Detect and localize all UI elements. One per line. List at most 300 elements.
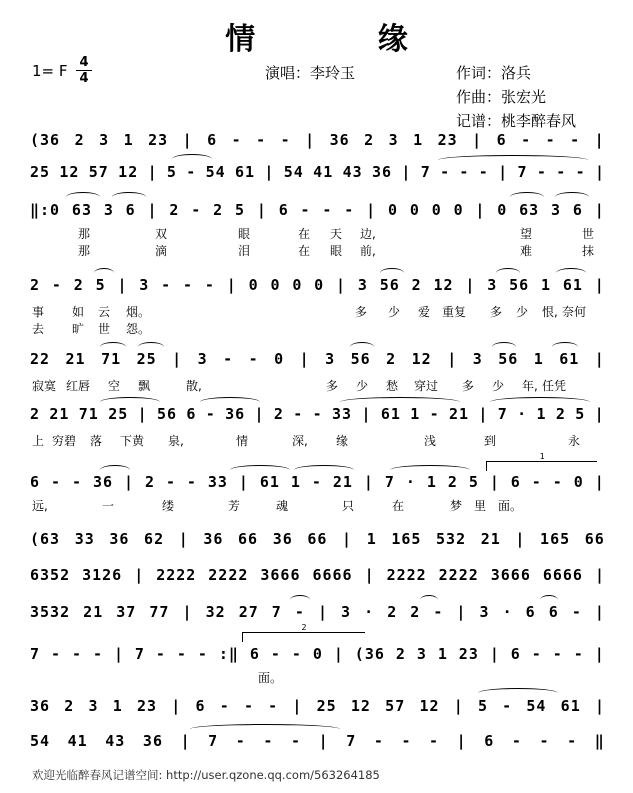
note-group: 61	[380, 405, 401, 423]
note-group: 7	[497, 405, 508, 423]
note-group: 6	[496, 131, 507, 149]
volta-2-number: 2	[301, 623, 307, 632]
note-group: -	[511, 732, 522, 750]
note-group: -	[440, 163, 451, 181]
note-group: 61	[560, 697, 581, 715]
barline: |	[594, 276, 605, 294]
score-line-9	[30, 566, 605, 584]
note-group: ·	[364, 603, 375, 621]
note-group: 165	[391, 530, 422, 548]
score-line-5	[30, 350, 605, 368]
note-group: 7	[517, 163, 528, 181]
note-group: 62	[144, 530, 165, 548]
note-group: 22	[30, 350, 51, 368]
note-group: 33	[74, 530, 95, 548]
note-group: -	[51, 276, 62, 294]
note-group: 0	[312, 645, 323, 663]
lyrics-line-11: 面。	[258, 671, 283, 685]
note-group: 36	[109, 530, 130, 548]
barline: |	[172, 350, 183, 368]
note-group: 6	[484, 732, 495, 750]
lyric-syllable: 缘	[336, 434, 349, 448]
note-group: -	[50, 473, 62, 491]
barline: |	[333, 645, 344, 663]
note-group: 66	[307, 530, 328, 548]
slur-arc	[380, 268, 404, 278]
note-group: 33	[207, 473, 228, 491]
note-group: 77	[149, 603, 170, 621]
lyric-syllable: 双	[155, 227, 168, 241]
lyric-syllable: 上	[32, 434, 45, 448]
barline: |	[264, 163, 275, 181]
lyric-syllable: 下黄	[120, 434, 145, 448]
note-group: ·	[405, 473, 416, 491]
barline: |	[594, 350, 605, 368]
note-group: 1	[410, 405, 421, 423]
lyric-syllable: 情	[236, 434, 249, 448]
volta-2-bracket	[242, 623, 365, 642]
note-group: 3	[341, 603, 352, 621]
note-group: 21	[49, 405, 70, 423]
note-group: -	[552, 645, 563, 663]
barline: |	[478, 405, 489, 423]
barline: |	[447, 350, 458, 368]
tie-arc	[200, 397, 260, 407]
note-group: 3	[551, 201, 562, 219]
note-group: 36	[225, 405, 246, 423]
note-group: 1	[533, 350, 544, 368]
lyric-syllable: 烟。	[126, 305, 151, 319]
tie-arc	[294, 465, 354, 475]
note-group: -	[291, 645, 302, 663]
meter-top: 4	[79, 55, 89, 70]
note-group: 2	[30, 276, 41, 294]
note-group: -	[545, 131, 556, 149]
slur-arc	[66, 192, 100, 202]
barline: |	[594, 405, 605, 423]
barline: |	[147, 201, 158, 219]
note-group: 3126	[82, 566, 123, 584]
note-group: -	[531, 645, 542, 663]
tie-arc	[340, 397, 460, 407]
note-group: 2	[74, 131, 85, 149]
note-group: 21	[83, 603, 104, 621]
note-group: 0	[248, 276, 259, 294]
note-group: 43	[342, 163, 363, 181]
note-group: -	[571, 603, 582, 621]
note-group: -	[248, 350, 259, 368]
note-group: 1	[536, 405, 547, 423]
note-group: 32	[205, 603, 226, 621]
score-line-6	[30, 405, 605, 423]
lyric-syllable: 奈何	[562, 305, 587, 319]
note-group: -	[50, 645, 62, 663]
note-group: -	[567, 732, 578, 750]
barline: |	[336, 276, 347, 294]
note-group: -	[191, 201, 202, 219]
note-group: 6666	[312, 566, 353, 584]
note-group: 3	[139, 276, 150, 294]
note-group: 165	[540, 530, 571, 548]
note-group: -	[322, 201, 333, 219]
note-group: 54	[30, 732, 51, 750]
note-group: 3532	[30, 603, 71, 621]
score-line-2	[30, 163, 605, 181]
note-group: 2	[273, 405, 284, 423]
note-group: 3	[325, 350, 336, 368]
note-group: 1	[290, 473, 301, 491]
barline: |	[401, 163, 412, 181]
barline: |	[317, 603, 328, 621]
barline: |	[305, 131, 316, 149]
lyric-syllable: 愁	[386, 379, 399, 393]
note-group: 23	[437, 131, 458, 149]
note-group: -	[312, 405, 323, 423]
barline: |	[137, 405, 148, 423]
note-group: 7	[271, 603, 282, 621]
slur-arc	[350, 342, 374, 352]
note-group: 2222	[208, 566, 249, 584]
note-group: 6	[572, 201, 583, 219]
note-group: 5	[166, 163, 177, 181]
barline: |	[366, 201, 377, 219]
barline: |	[594, 603, 605, 621]
note-group: 3	[472, 350, 483, 368]
note-group: 5	[477, 697, 488, 715]
note-group: 5	[468, 473, 479, 491]
note-group: 25	[316, 697, 337, 715]
note-group: 12	[411, 350, 432, 368]
note-group: 6	[207, 131, 218, 149]
barline: |	[254, 405, 265, 423]
note-group: -	[205, 405, 216, 423]
barline: |	[515, 530, 526, 548]
tie-arc	[190, 724, 340, 734]
note-group: 12	[59, 163, 80, 181]
lyric-syllable: 多	[462, 379, 475, 393]
score-line-7	[30, 473, 605, 491]
composer-credit: 作曲：张宏光	[456, 88, 547, 106]
scribe-credit: 记谱：桃李醉春风	[456, 112, 577, 130]
note-group: 0	[292, 276, 303, 294]
note-group: -	[280, 131, 291, 149]
note-group: 2	[555, 405, 566, 423]
note-group: 36	[142, 732, 163, 750]
note-group: -	[536, 163, 547, 181]
score-line-13	[30, 732, 605, 750]
lyric-syllable: 眼	[330, 244, 343, 258]
lyric-syllable: 泉,	[168, 434, 184, 448]
barline: |	[456, 603, 467, 621]
slur-arc	[94, 268, 114, 278]
note-group: (36	[354, 645, 385, 663]
note-group: 25	[108, 405, 129, 423]
lyric-syllable: 事	[32, 305, 45, 319]
slur-arc	[556, 268, 586, 278]
barline: |	[594, 566, 605, 584]
note-group: 63	[71, 201, 92, 219]
note-group: 0	[270, 276, 281, 294]
note-group: 23	[148, 131, 169, 149]
lyric-syllable: 穿过	[414, 379, 439, 393]
lyric-syllable: 世	[98, 322, 111, 336]
note-group: 5	[95, 276, 106, 294]
tie-arc	[390, 465, 470, 475]
note-group: 6	[249, 645, 260, 663]
note-group: -	[401, 732, 412, 750]
note-group: 7	[420, 163, 431, 181]
note-group: 6352	[30, 566, 71, 584]
note-group: 57	[88, 163, 109, 181]
note-group: -	[531, 473, 542, 491]
slur-arc	[552, 342, 578, 352]
barline: |	[318, 732, 329, 750]
note-group: 3	[487, 276, 498, 294]
note-group: 1	[426, 473, 437, 491]
tie-arc	[438, 155, 588, 165]
lyric-syllable: 那	[78, 244, 91, 258]
note-group: 7	[30, 645, 41, 663]
lyric-syllable: 抹	[582, 244, 595, 258]
lyric-syllable: 怨。	[126, 322, 151, 336]
note-group: 21	[332, 473, 353, 491]
note-group: 2222	[156, 566, 197, 584]
lyric-syllable: 如	[72, 305, 85, 319]
score-line-1	[30, 131, 605, 149]
note-group: 1	[541, 276, 552, 294]
barline: |	[178, 530, 189, 548]
score-line-3	[30, 201, 605, 219]
note-group: 56	[350, 350, 371, 368]
note-group: 3666	[260, 566, 301, 584]
note-group: 41	[313, 163, 334, 181]
score-line-4	[30, 276, 605, 294]
barline: |	[465, 276, 476, 294]
slur-arc	[492, 342, 516, 352]
note-group: 66	[238, 530, 259, 548]
lyric-syllable: 望	[520, 227, 533, 241]
note-group: 6	[510, 473, 521, 491]
note-group: 5	[575, 405, 586, 423]
barline: |	[182, 603, 193, 621]
lyric-syllable: 散,	[186, 379, 202, 393]
note-group: -	[223, 350, 234, 368]
note-group: -	[373, 732, 384, 750]
slur-arc	[172, 154, 212, 164]
note-group: 2222	[438, 566, 479, 584]
note-group: 3	[416, 645, 427, 663]
note-group: 2	[364, 131, 375, 149]
note-group: 25	[136, 350, 157, 368]
note-group: 2	[213, 201, 224, 219]
barline: |	[180, 732, 191, 750]
lyric-syllable: 缕	[162, 499, 175, 513]
lyric-syllable: 芳	[228, 499, 241, 513]
lyric-syllable: 远,	[32, 499, 48, 513]
note-group: 66	[584, 530, 605, 548]
barline: |	[363, 473, 374, 491]
barline: |	[292, 697, 303, 715]
note-group: 21	[65, 350, 86, 368]
note-group: 0	[409, 201, 420, 219]
barline: |	[594, 163, 605, 181]
note-group: 2	[387, 603, 398, 621]
note-group: 36	[371, 163, 393, 181]
lyric-syllable: 寂寞	[32, 379, 57, 393]
time-signature	[76, 56, 92, 85]
note-group: 3666	[490, 566, 531, 584]
lyric-syllable: 少	[516, 305, 529, 319]
lyric-syllable: 在	[298, 244, 311, 258]
meter-bottom: 4	[79, 71, 89, 86]
note-group: 54	[526, 697, 547, 715]
note-group: ·	[517, 405, 528, 423]
note-group: -	[256, 131, 267, 149]
note-group: 0	[387, 201, 399, 219]
tie-arc	[490, 397, 590, 407]
note-group: 6	[510, 645, 521, 663]
note-group: 6	[525, 603, 536, 621]
slur-arc	[100, 465, 130, 475]
lyric-syllable: 在	[298, 227, 311, 241]
lyric-syllable: 空	[108, 379, 121, 393]
note-group: 36	[30, 697, 51, 715]
lyric-syllable: 落	[90, 434, 103, 448]
score-line-12	[30, 697, 605, 715]
barline: |	[299, 350, 310, 368]
note-group: 56	[379, 276, 400, 294]
note-group: 37	[116, 603, 137, 621]
lyric-syllable: 眼	[238, 227, 251, 241]
note-group: -	[478, 163, 489, 181]
note-group: -	[71, 645, 82, 663]
score-line-10	[30, 603, 605, 621]
barline: |	[594, 201, 605, 219]
barline: |	[238, 473, 249, 491]
barline: |	[594, 645, 605, 663]
barline: |	[113, 645, 124, 663]
note-group: -	[459, 163, 470, 181]
note-group: -	[197, 645, 208, 663]
lyric-syllable: 少	[356, 379, 369, 393]
lyric-syllable: 一	[102, 499, 115, 513]
barline: |	[594, 473, 605, 491]
note-group: 3	[197, 350, 208, 368]
note-group: 7	[346, 732, 357, 750]
note-group: 1	[437, 645, 448, 663]
note-group: 54	[205, 163, 226, 181]
note-group: -	[311, 473, 322, 491]
note-group: 2	[30, 405, 41, 423]
lyric-syllable: 多	[355, 305, 368, 319]
note-group: -	[521, 131, 532, 149]
lyric-syllable: 云	[98, 305, 111, 319]
score-line-11	[30, 645, 605, 663]
note-group: 2222	[386, 566, 427, 584]
lyric-syllable: 里	[474, 499, 487, 513]
note-group: 2	[411, 276, 422, 294]
note-group: -	[231, 131, 242, 149]
barline: |	[226, 276, 237, 294]
note-group: 6	[548, 603, 559, 621]
note-group: 12	[350, 697, 371, 715]
lyric-syllable: 天	[330, 227, 343, 241]
note-group: 21	[448, 405, 470, 423]
barline: |	[117, 276, 128, 294]
note-group: -	[575, 163, 586, 181]
footer-credit: 欢迎光临醉春风记谱空间: http://user.qzone.qq.com/563264185	[32, 768, 380, 782]
note-group: 36	[329, 131, 350, 149]
note-group: 21	[480, 530, 501, 548]
note-group: 0	[431, 201, 442, 219]
note-group: 1	[123, 131, 134, 149]
note-group: -	[161, 276, 172, 294]
note-group: 7	[134, 645, 145, 663]
lyric-syllable: 爱	[418, 305, 431, 319]
slur-arc	[555, 192, 589, 202]
note-group: -	[294, 603, 305, 621]
note-group: 36	[92, 473, 114, 491]
note-group: 41	[67, 732, 88, 750]
lyric-syllable: 浅	[424, 434, 437, 448]
lyric-syllable: 只	[342, 499, 355, 513]
note-group: -	[235, 732, 246, 750]
note-group: 3	[388, 131, 399, 149]
barline: |	[498, 163, 509, 181]
barline: |	[472, 131, 483, 149]
note-group: -	[204, 276, 215, 294]
lyric-syllable: 滴	[155, 244, 168, 258]
note-group: 3	[88, 697, 99, 715]
note-group: -	[176, 645, 187, 663]
volta-1-bracket	[486, 452, 597, 471]
barline: |	[147, 163, 158, 181]
note-group: 3	[103, 201, 114, 219]
note-group: -	[243, 697, 254, 715]
note-group: (36	[30, 131, 61, 149]
note-group: 27	[238, 603, 259, 621]
note-group: 2	[395, 645, 406, 663]
note-group: -	[502, 697, 513, 715]
note-group: 54	[283, 163, 304, 181]
lyric-syllable: 少	[388, 305, 401, 319]
score-line-8	[30, 530, 605, 548]
note-group: 0	[274, 350, 285, 368]
lyric-syllable: 世	[582, 227, 595, 241]
barline: |	[256, 201, 267, 219]
note-group: 0	[453, 201, 464, 219]
note-group: 12	[419, 697, 440, 715]
lyric-syllable: 飘	[138, 379, 151, 393]
barline: |	[475, 201, 486, 219]
note-group: 61	[235, 163, 256, 181]
note-group: 61	[562, 276, 583, 294]
note-group: 2	[169, 201, 180, 219]
barline: |	[171, 697, 182, 715]
key-signature: 1= F	[32, 62, 68, 80]
barline: |	[342, 530, 353, 548]
note-group: 7	[384, 473, 395, 491]
note-group: 61	[559, 350, 580, 368]
lyric-syllable: 在	[392, 499, 405, 513]
slur-arc	[100, 342, 126, 352]
note-group: -	[293, 405, 304, 423]
note-group: 2	[144, 473, 155, 491]
lyric-syllable: 少	[492, 379, 505, 393]
note-group: 0	[573, 473, 584, 491]
barline: |	[489, 473, 500, 491]
note-group: 2	[64, 697, 75, 715]
